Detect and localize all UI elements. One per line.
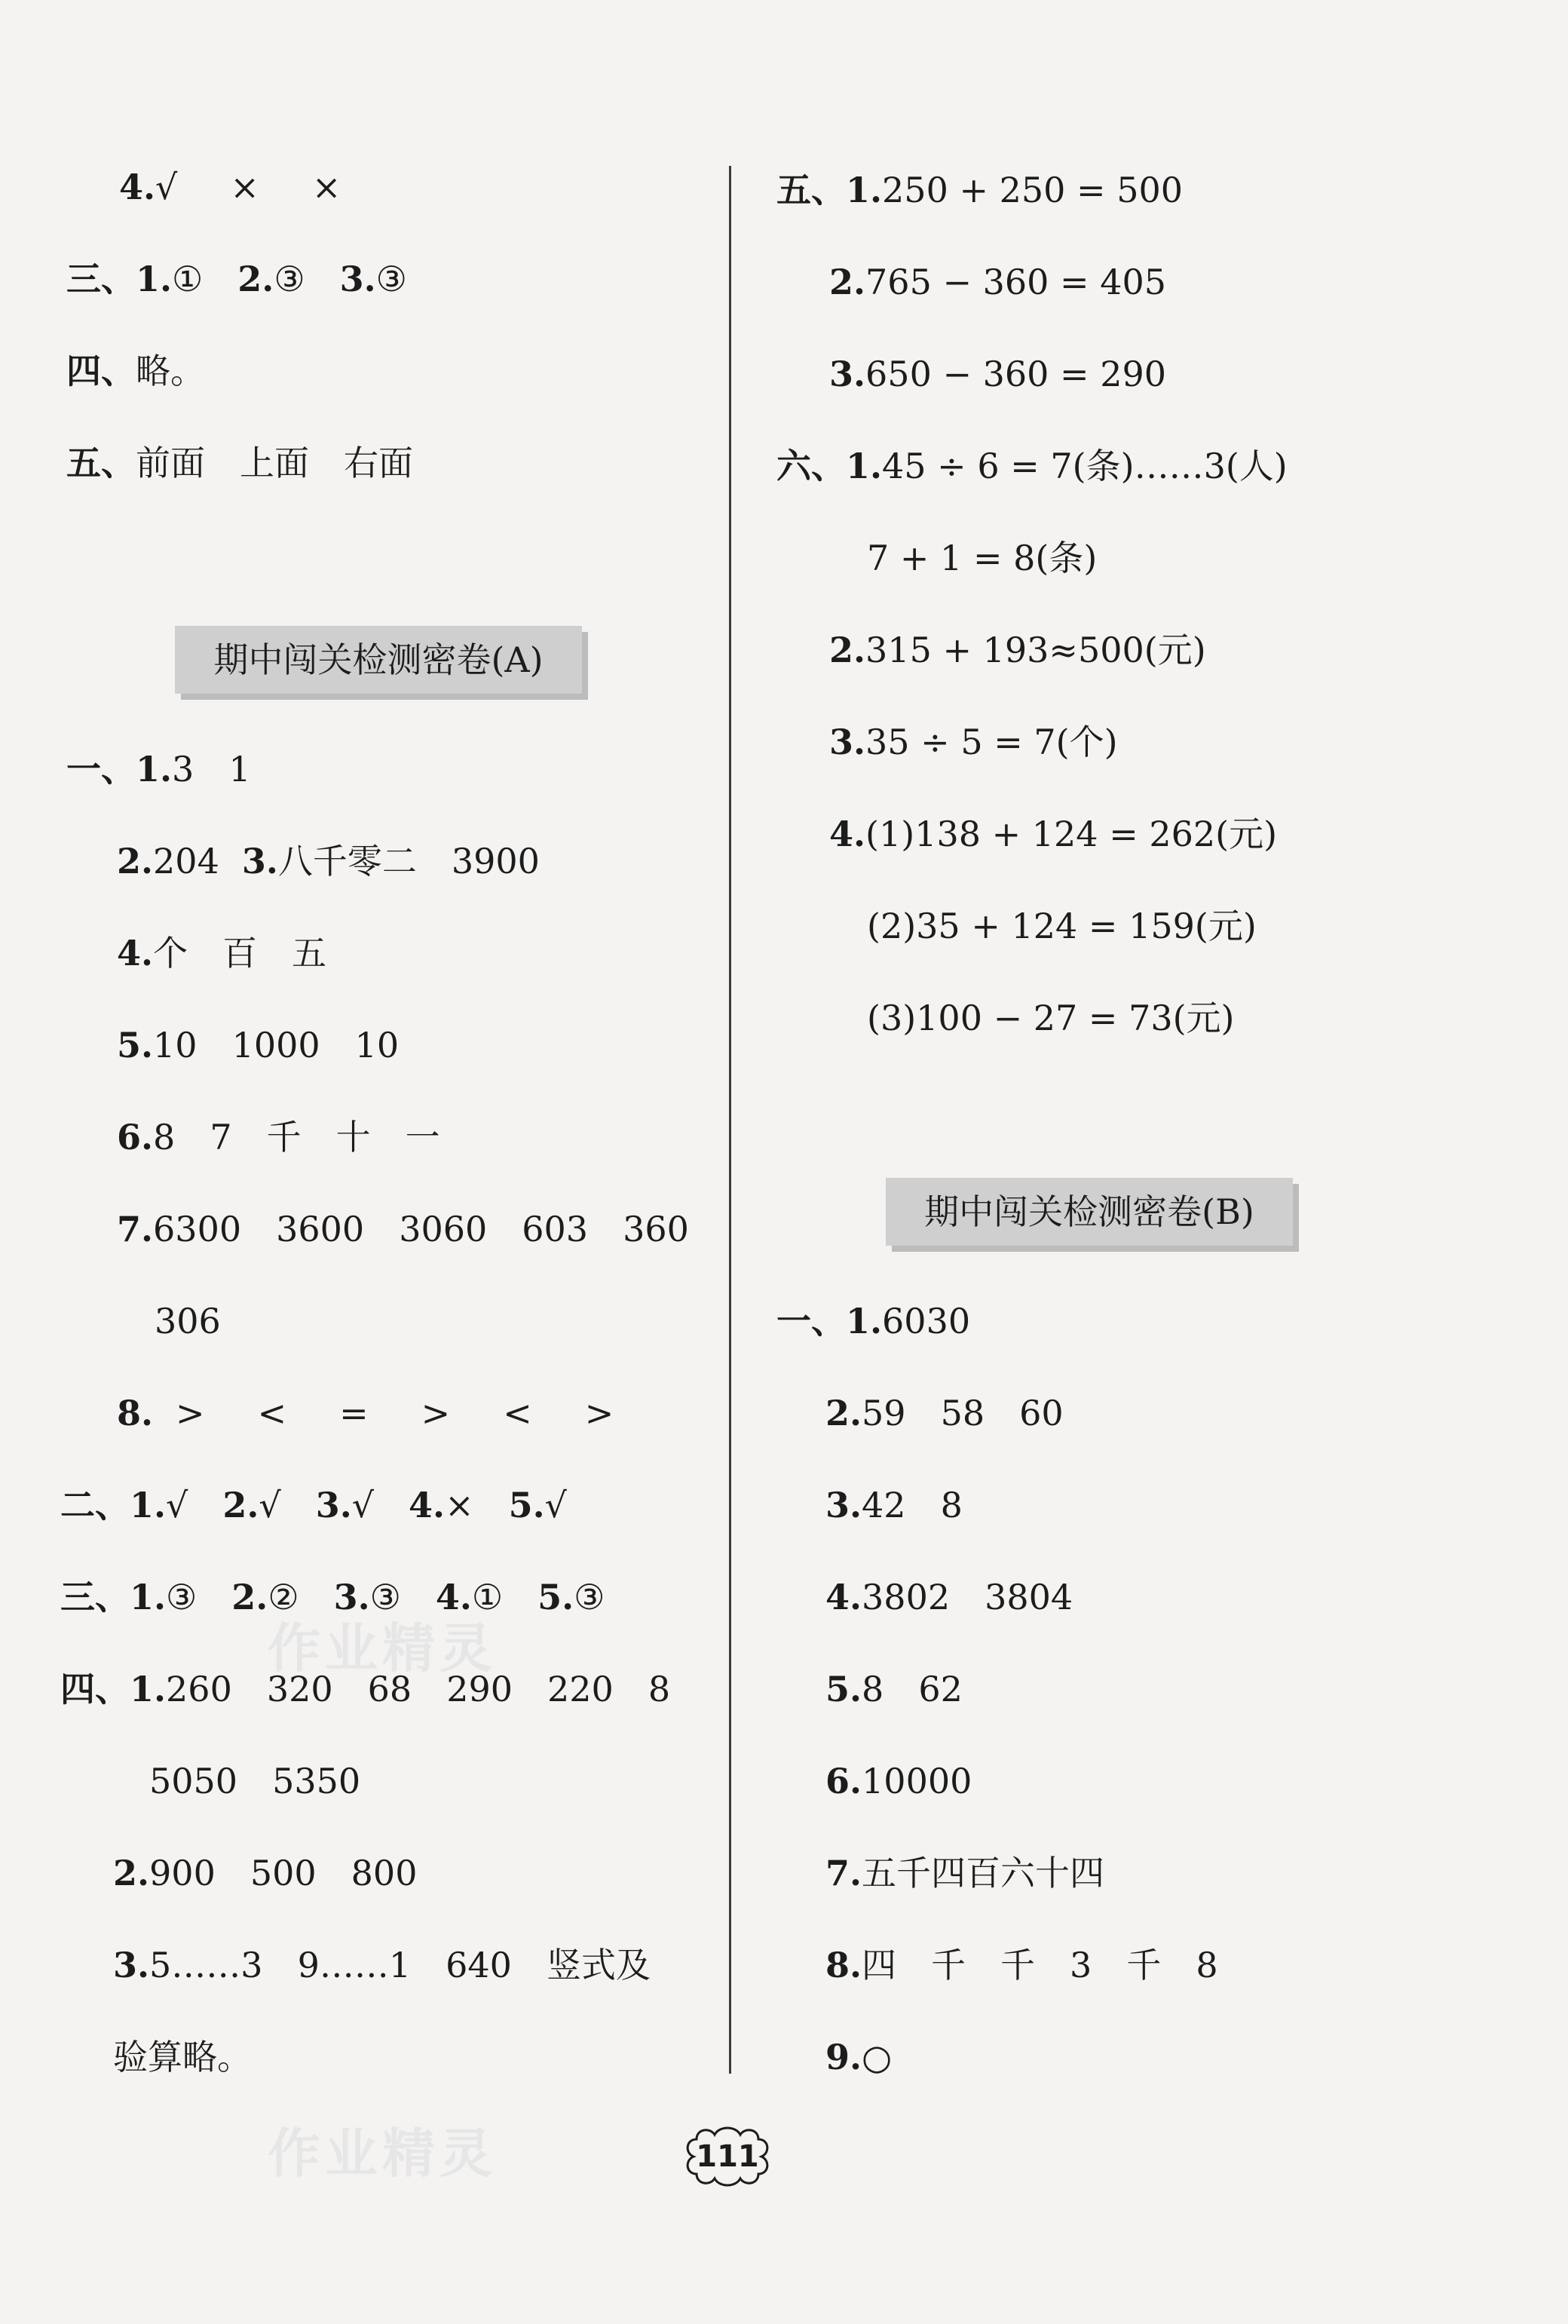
right-row-4: 六、1.45 ÷ 6 = 7(条)……3(人) bbox=[776, 446, 1288, 486]
left-row-2: 三、1.① 2.③ 3.③ bbox=[66, 259, 407, 299]
left-a4: 5.10 1000 10 bbox=[117, 1025, 400, 1065]
left-a5: 6.8 7 千 十 一 bbox=[117, 1117, 440, 1157]
right-row-3: 3.650 − 360 = 290 bbox=[829, 354, 1167, 394]
right-row-5: 7 + 1 = 8(条) bbox=[867, 538, 1098, 578]
right-b5: 5.8 62 bbox=[825, 1669, 963, 1709]
right-row-7: 3.35 ÷ 5 = 7(个) bbox=[829, 722, 1118, 762]
right-row-6: 2.315 + 193≈500(元) bbox=[829, 630, 1206, 670]
right-b9: 9.○ bbox=[825, 2037, 893, 2077]
right-b6: 6.10000 bbox=[825, 1761, 972, 1801]
right-b2: 2.59 58 60 bbox=[825, 1393, 1064, 1433]
left-a2: 2.204 3.八千零二 3900 bbox=[117, 841, 540, 881]
left-a10: 三、1.③ 2.② 3.③ 4.① 5.③ bbox=[60, 1577, 605, 1617]
right-b3: 3.42 8 bbox=[825, 1485, 963, 1525]
watermark-1: 作业精灵 bbox=[268, 1617, 497, 1679]
section-title-a: 期中闯关检测密卷(A) bbox=[175, 626, 582, 694]
left-a11: 四、1.260 320 68 290 220 8 bbox=[60, 1669, 671, 1709]
left-a9: 二、1.√ 2.√ 3.√ 4.× 5.√ bbox=[60, 1485, 567, 1525]
watermark-2: 作业精灵 bbox=[268, 2123, 497, 2184]
left-a8: 8. > < = > < > bbox=[117, 1393, 614, 1433]
right-b4: 4.3802 3804 bbox=[825, 1577, 1073, 1617]
left-a15: 验算略。 bbox=[113, 2037, 252, 2077]
right-b1: 一、1.6030 bbox=[776, 1301, 971, 1341]
page-number-badge bbox=[678, 2123, 776, 2191]
left-row-3: 四、略。 bbox=[66, 351, 205, 391]
right-row-1: 五、1.250 + 250 = 500 bbox=[776, 170, 1184, 210]
right-row-10: (3)100 − 27 = 73(元) bbox=[867, 998, 1235, 1038]
left-a12: 5050 5350 bbox=[149, 1761, 361, 1801]
right-row-8: 4.(1)138 + 124 = 262(元) bbox=[829, 814, 1278, 854]
right-row-2: 2.765 − 360 = 405 bbox=[829, 262, 1167, 302]
right-row-9: (2)35 + 124 = 159(元) bbox=[867, 906, 1257, 946]
left-row-1: 4.√ × × bbox=[119, 167, 341, 207]
right-b8: 8.四 千 千 3 千 8 bbox=[825, 1945, 1218, 1985]
left-a6: 7.6300 3600 3060 603 360 bbox=[117, 1209, 689, 1249]
column-divider bbox=[729, 166, 731, 2074]
left-a7: 306 bbox=[155, 1301, 221, 1341]
right-b7: 7.五千四百六十四 bbox=[825, 1853, 1105, 1893]
left-row-4: 五、前面 上面 右面 bbox=[66, 443, 413, 483]
section-title-b: 期中闯关检测密卷(B) bbox=[886, 1178, 1293, 1246]
left-a1: 一、1.3 1 bbox=[66, 749, 251, 789]
left-a3: 4.个 百 五 bbox=[117, 933, 327, 973]
page-number: 111 bbox=[696, 2139, 759, 2174]
left-a14: 3.5……3 9……1 640 竖式及 bbox=[113, 1945, 651, 1985]
left-a13: 2.900 500 800 bbox=[113, 1853, 418, 1893]
